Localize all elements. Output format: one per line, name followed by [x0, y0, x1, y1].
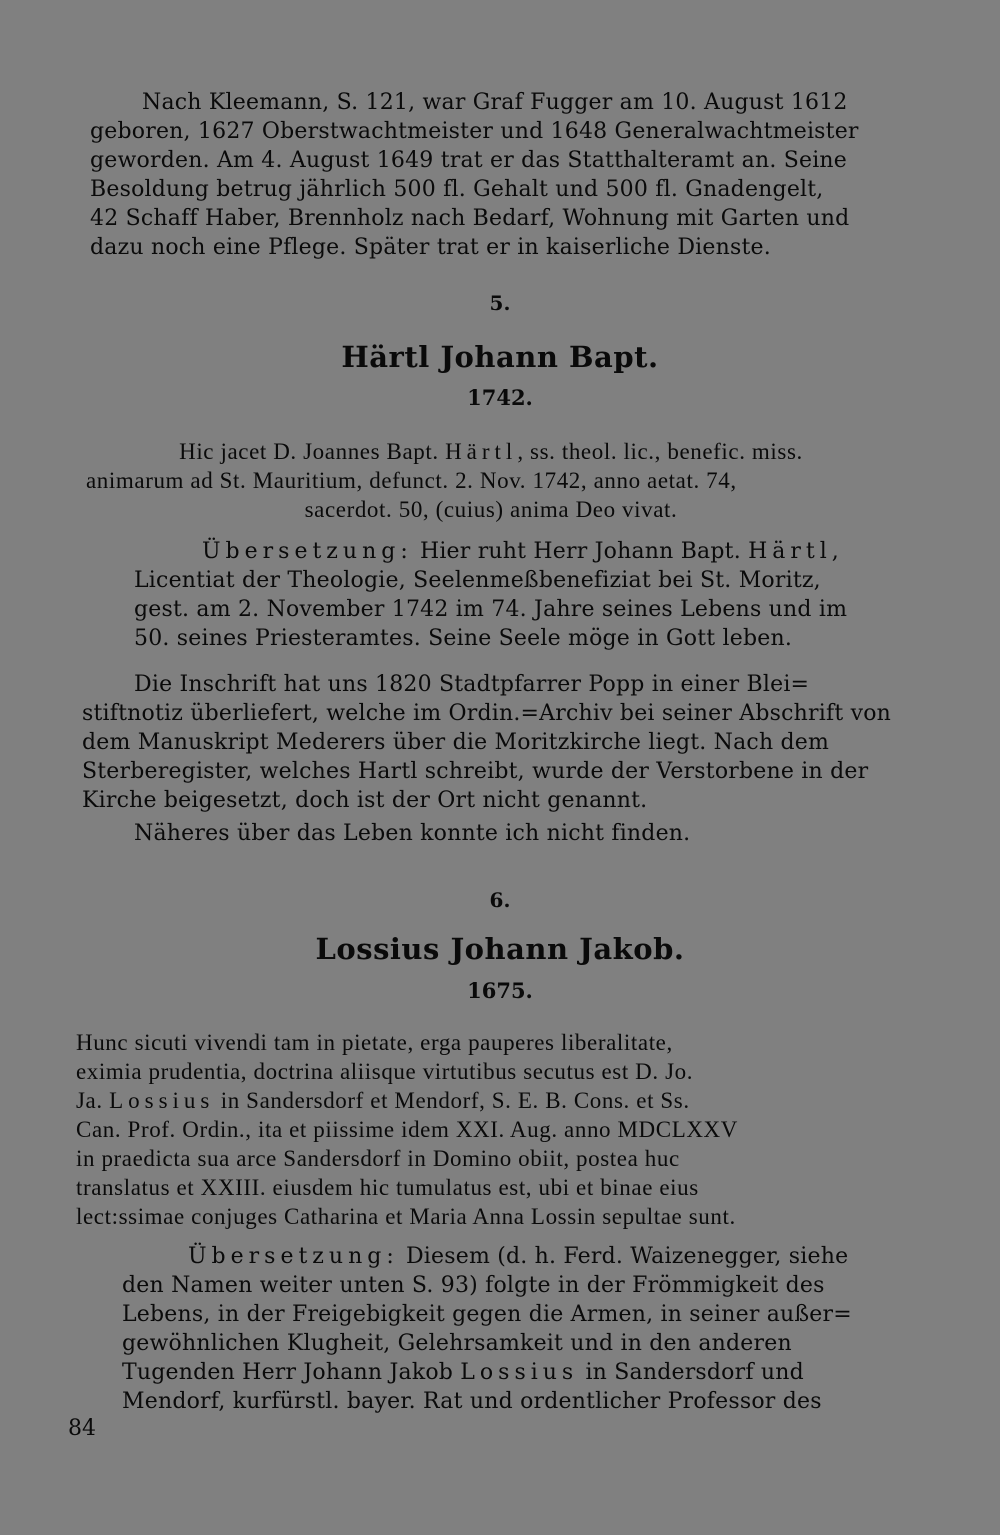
text-span: in Sandersdorf et Mendorf, S. E. B. Cons. et Ss. [220, 1088, 690, 1113]
text-line: Näheres über das Leben konnte ich nicht finden. [134, 821, 691, 846]
text-line: Can. Prof. Ordin., ita et piissime idem XXI. Aug. anno MDCLXXV [76, 1117, 738, 1142]
latin-inscription [76, 1028, 892, 1231]
text-line: gest. am 2. November 1742 im 74. Jahre seines Lebens und im [134, 597, 848, 622]
text-line: translatus et XXIII. eiusdem hic tumulatus est, ubi et binae eius [76, 1175, 699, 1200]
text-span: Hier ruht Herr Johann Bapt. [419, 539, 741, 564]
text-span: Ja. [76, 1088, 103, 1113]
text-line: Hunc sicuti vivendi tam in pietate, erga pauperes liberalitate, [76, 1030, 673, 1055]
translation-paragraph [122, 1242, 888, 1416]
text-line: Nach Kleemann, S. 121, war Graf Fugger am 10. August 1612 [142, 90, 848, 115]
intro-paragraph [90, 88, 902, 262]
text-line: Besoldung betrug jährlich 500 fl. Gehalt und 500 fl. Gnadengelt, [90, 177, 824, 202]
text-line: stiftnotiz überliefert, welche im Ordin.=Archiv bei seiner Abschrift von [82, 701, 892, 726]
page-number: 84 [68, 1416, 96, 1441]
text-line [134, 537, 896, 566]
text-line: 42 Schaff Haber, Brennholz nach Bedarf, Wohnung mit Garten und [90, 206, 850, 231]
text-line: animarum ad St. Mauritium, defunct. 2. Nov. 1742, anno aetat. 74, [86, 468, 737, 493]
text-line: Licentiat der Theologie, Seelenmeßbenefiziat bei St. Moritz, [134, 568, 821, 593]
entry-heading: Härtl Johann Bapt. [341, 340, 659, 374]
text-line [76, 1086, 892, 1115]
entry-number: 6. [489, 888, 511, 912]
text-line: 50. seines Priesteramtes. Seine Seele möge in Gott leben. [134, 626, 793, 651]
text-span: in Sandersdorf und [585, 1360, 804, 1385]
text-line: in praedicta sua arce Sandersdorf in Domino obiit, postea huc [76, 1146, 680, 1171]
text-line: gewöhnlichen Klugheit, Gelehrsamkeit und in den anderen [122, 1331, 792, 1356]
text-span: Tugenden Herr Johann Jakob [122, 1360, 454, 1385]
text-line: geworden. Am 4. August 1649 trat er das Statthalteramt an. Seine [90, 148, 848, 173]
latin-inscription [86, 437, 896, 524]
entry-number: 5. [489, 291, 511, 315]
text-line: sacerdot. 50, (cuius) anima Deo vivat. [304, 497, 678, 522]
entry-heading: Lossius Johann Jakob. [315, 932, 685, 966]
text-line: Kirche beigesetzt, doch ist der Ort nicht genannt. [82, 788, 648, 813]
text-line: Sterberegister, welches Hartl schreibt, wurde der Verstorbene in der [82, 759, 869, 784]
text-line: dem Manuskript Mederers über die Moritzkirche liegt. Nach dem [82, 730, 830, 755]
translation-paragraph [134, 537, 896, 653]
spaced-name: Härtl [445, 439, 518, 464]
text-line [86, 437, 896, 466]
text-line: Die Inschrift hat uns 1820 Stadtpfarrer Popp in einer Blei= [134, 672, 810, 697]
entry-year: 1742. [467, 385, 533, 410]
text-line: den Namen weiter unten S. 93) folgte in der Frömmigkeit des [122, 1273, 825, 1298]
text-line: eximia prudentia, doctrina aliisque virtutibus secutus est D. Jo. [76, 1059, 694, 1084]
text-span: Diesem (d. h. Ferd. Waizenegger, siehe [405, 1244, 849, 1269]
text-line [122, 1358, 888, 1387]
spaced-name: Lossius [109, 1088, 215, 1113]
text-line: lect:ssimae conjuges Catharina et Maria Anna Lossin sepultae sunt. [76, 1204, 736, 1229]
spaced-name: Lossius [460, 1360, 579, 1385]
text-line [122, 1242, 888, 1271]
spaced-name: Härtl, [748, 539, 844, 564]
text-line: Mendorf, kurfürstl. bayer. Rat und ordentlicher Professor des [122, 1389, 822, 1414]
text-span: , ss. theol. lic., benefic. miss. [517, 439, 803, 464]
text-line: dazu noch eine Pflege. Später trat er in kaiserliche Dienste. [90, 235, 771, 260]
text-line: geboren, 1627 Oberstwachtmeister und 1648 Generalwachtmeister [90, 119, 859, 144]
entry-year: 1675. [467, 978, 533, 1003]
translation-label: Übersetzung: [202, 539, 413, 564]
text-line: Lebens, in der Freigebigkeit gegen die Armen, in seiner außer= [122, 1302, 852, 1327]
note-paragraph [82, 670, 896, 848]
translation-label: Übersetzung: [188, 1244, 399, 1269]
text-span: Hic jacet D. Joannes Bapt. [179, 439, 439, 464]
